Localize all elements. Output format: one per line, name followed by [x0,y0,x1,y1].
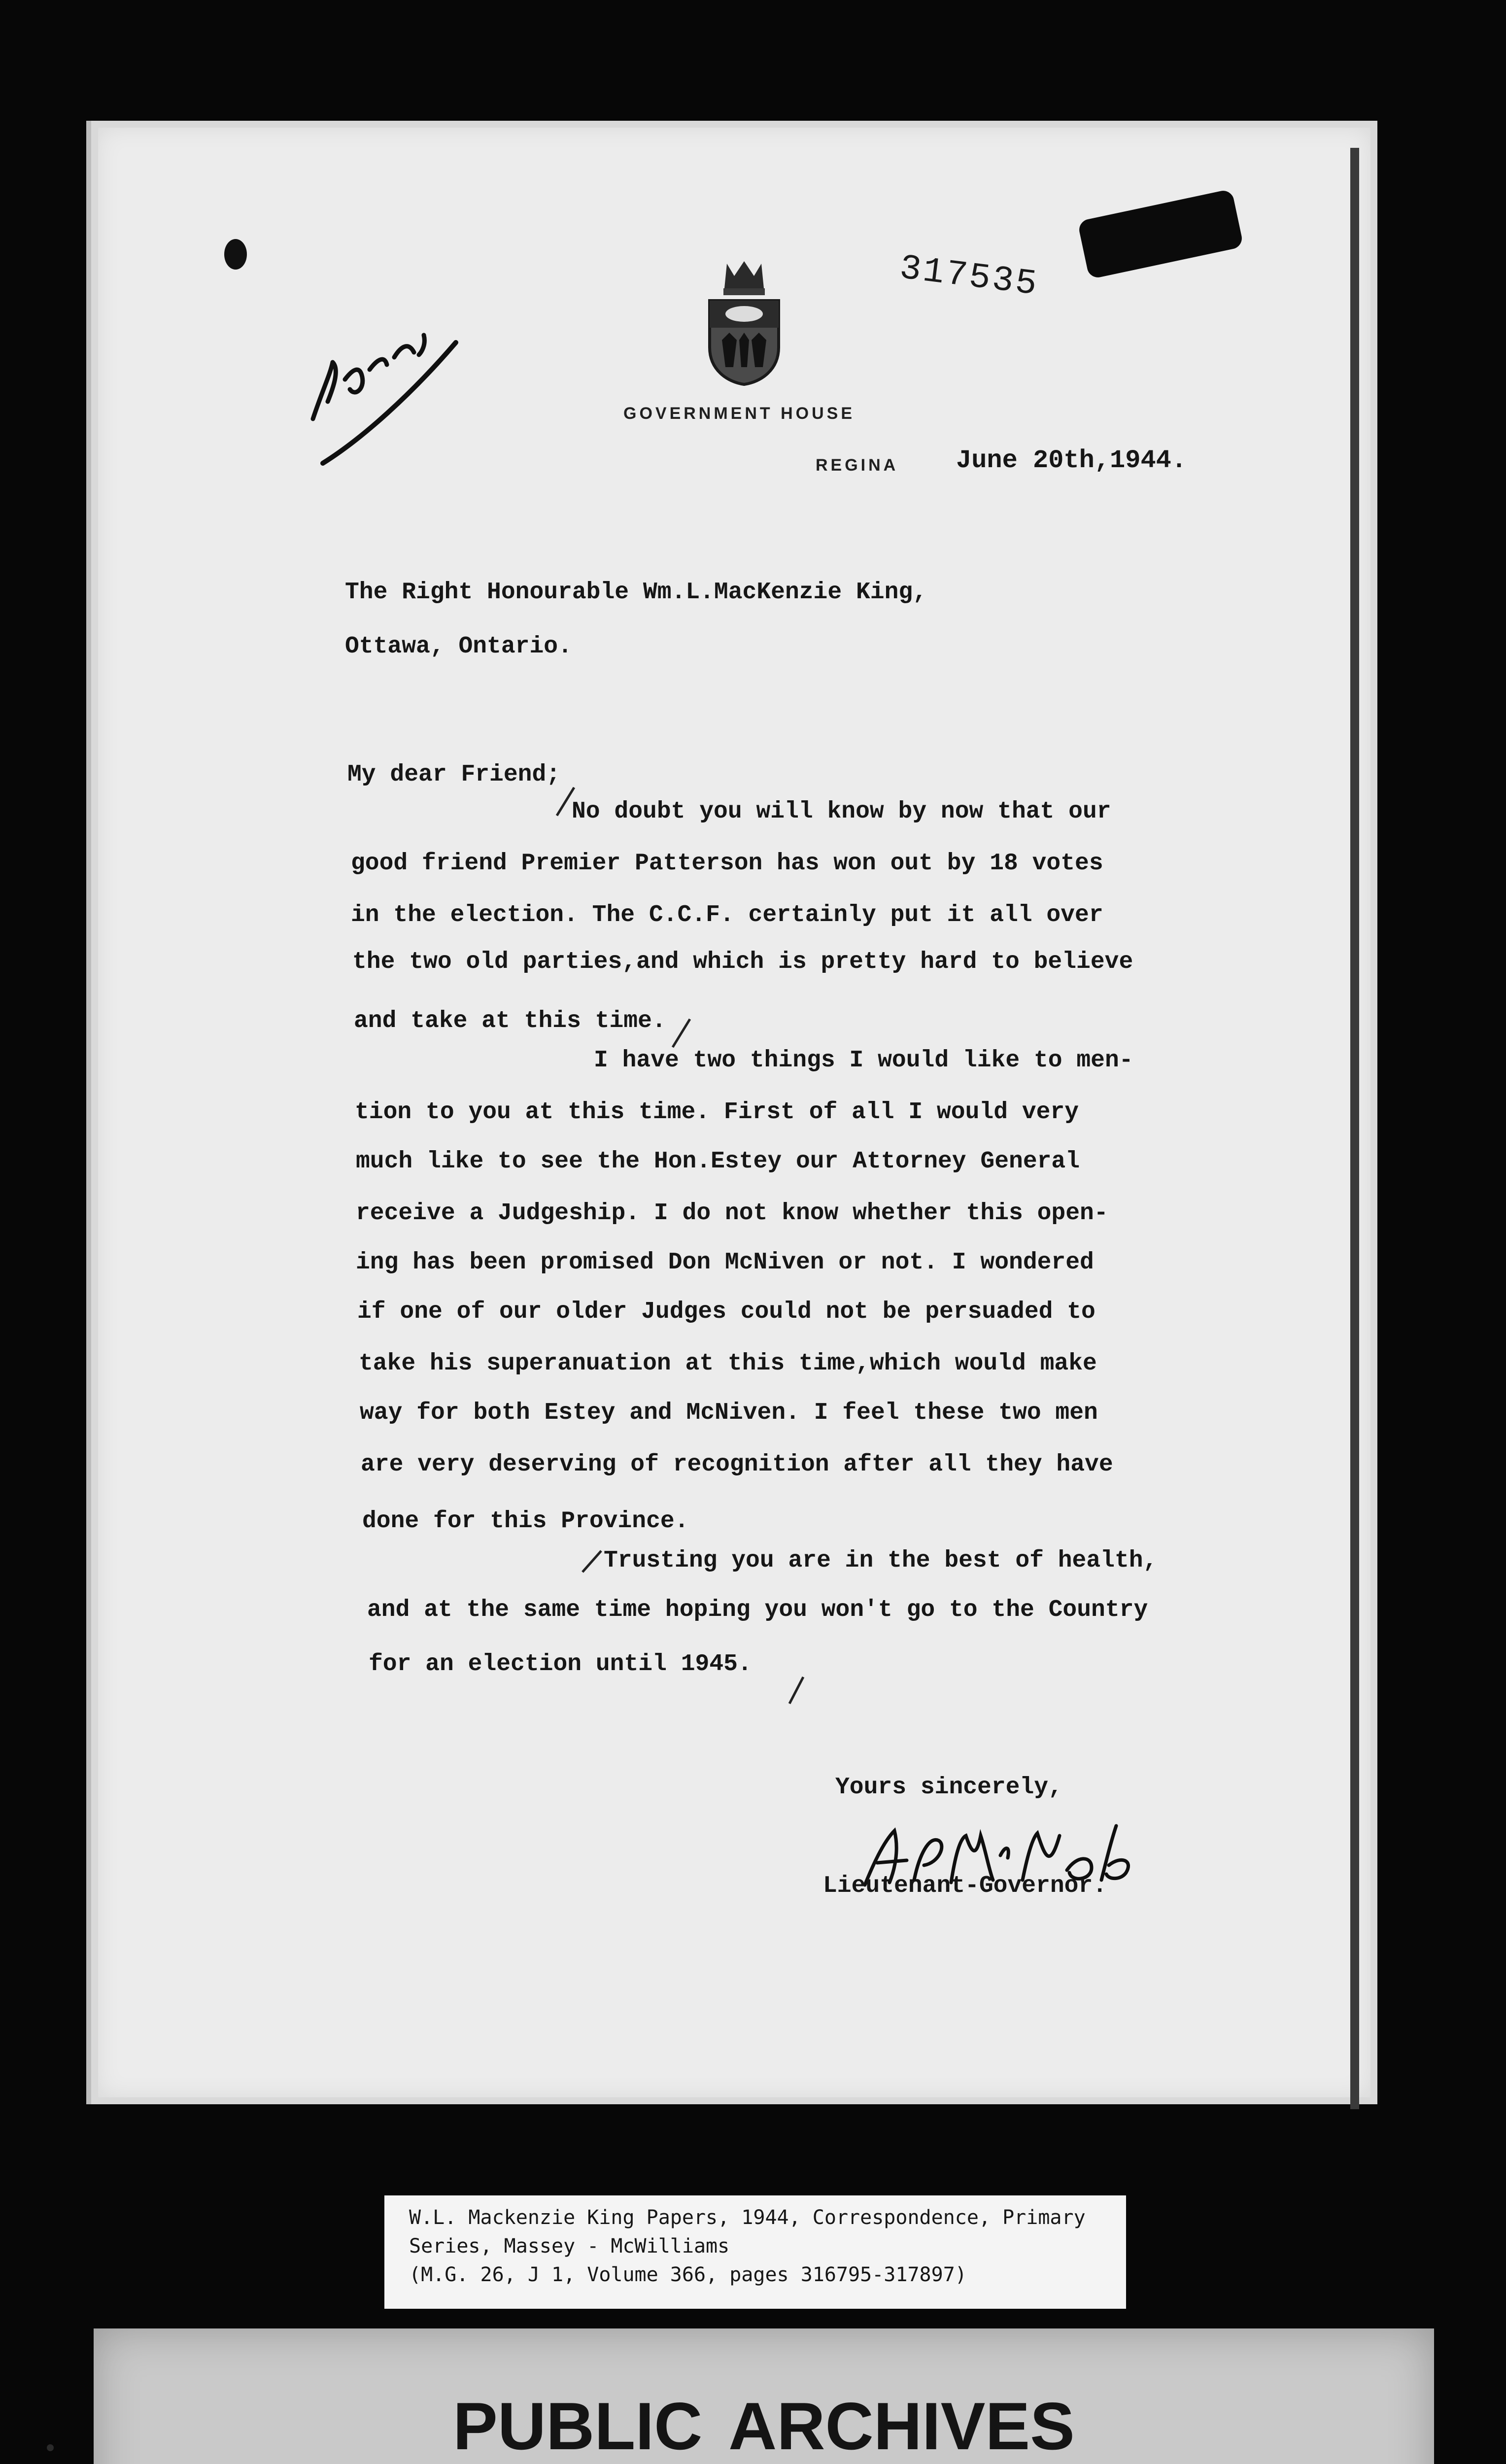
body-line: much like to see the Hon.Estey our Attorney General [356,1148,1080,1175]
pencil-tick-icon [784,1673,813,1708]
archives-banner [94,2328,1434,2464]
addressee-line: Ottawa, Ontario. [345,633,572,660]
pencil-tick-icon [668,1015,697,1050]
label-line: Series, Massey - McWilliams [409,2235,730,2258]
body-line: ing has been promised Don McNiven or not. I wondered [356,1249,1094,1276]
body-line: good friend Premier Patterson has won out by 18 votes [351,850,1103,877]
body-line: the two old parties,and which is pretty hard to believe [352,949,1133,975]
body-line: tion to you at this time. First of all I would very [355,1099,1079,1126]
letterhead-office: GOVERNMENT HOUSE [623,404,856,423]
body-line: receive a Judgeship. I do not know whether this open- [356,1200,1108,1227]
addressee-line: The Right Honourable Wm.L.MacKenzie King, [345,579,927,606]
body-line: in the election. The C.C.F. certainly put it all over [351,902,1103,928]
body-line: and take at this time. [354,1008,666,1034]
archive-reference-label [384,2195,1126,2309]
banner-title-english: PUBLIC ARCHIVES [453,2389,1075,2464]
salutation: My dear Friend; [347,761,561,788]
signatory-title: Lieutenant-Governor. [823,1873,1107,1899]
body-line: Trusting you are in the best of health, [604,1547,1158,1574]
letterhead-place: REGINA [816,456,899,475]
pencil-tick-icon [577,1545,606,1579]
body-line: and at the same time hoping you won't go to the Country [367,1597,1148,1623]
body-line: way for both Estey and McNiven. I feel these two men [360,1400,1098,1426]
body-line: are very deserving of recognition after all they have [361,1451,1113,1478]
pencil-tick-icon [552,784,582,818]
handwritten-annotation [303,315,466,473]
body-line: done for this Province. [362,1508,689,1535]
body-line: for an election until 1945. [369,1651,752,1677]
page-edge-shadow [1350,148,1359,2109]
punch-hole [224,239,247,270]
coat-of-arms-icon [700,254,788,387]
body-line: No doubt you will know by now that our [572,798,1111,825]
letter-date: June 20th,1944. [956,446,1187,475]
document-number: 317535 [897,248,1041,305]
label-line: W.L. Mackenzie King Papers, 1944, Correspondence, Primary [409,2206,1086,2229]
dust-speck [47,2444,54,2451]
body-line: take his superanuation at this time,which would make [359,1350,1097,1377]
label-line: (M.G. 26, J 1, Volume 366, pages 316795-317897) [409,2263,967,2286]
closing: Yours sincerely, [835,1774,1062,1801]
body-line: I have two things I would like to men- [594,1047,1133,1074]
body-line: if one of our older Judges could not be persuaded to [357,1299,1095,1325]
